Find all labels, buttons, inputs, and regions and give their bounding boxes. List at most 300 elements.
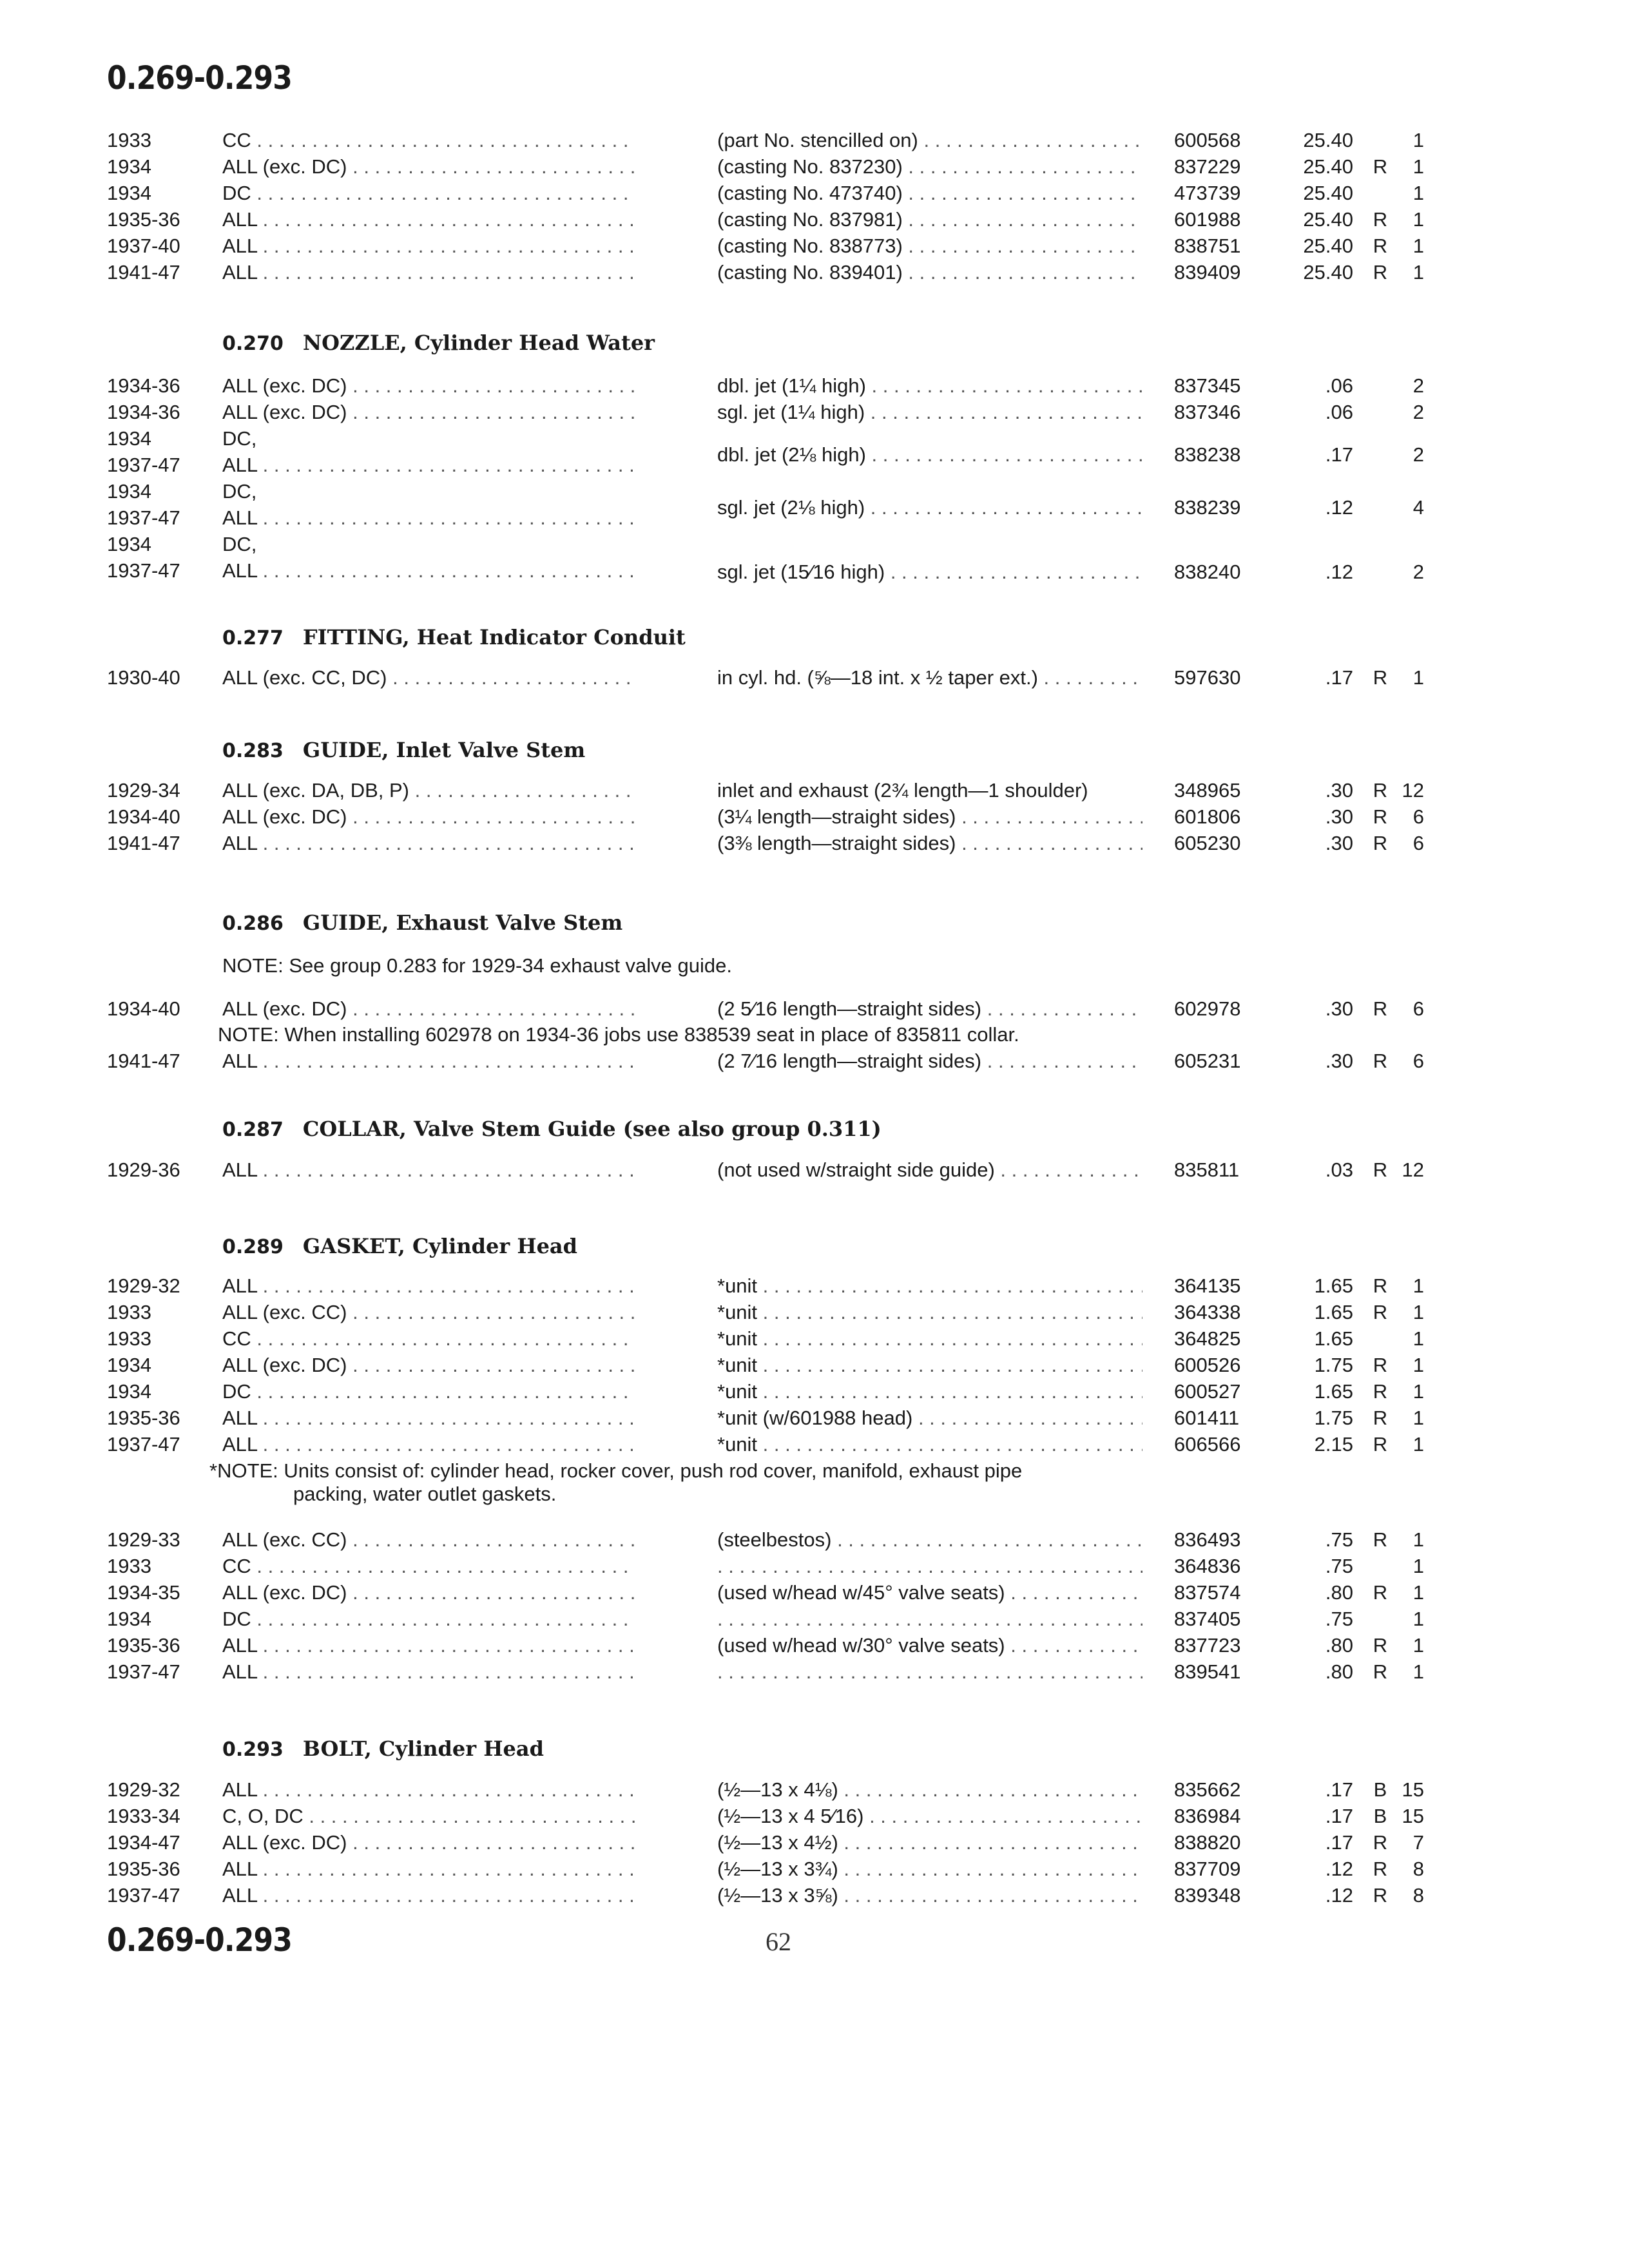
quantity-cell: 1 [1412,1634,1424,1657]
price-cell: .30 [1325,805,1353,828]
year-cell: 1934-47 [107,1831,180,1854]
part-number-cell: 606566 [1174,1433,1241,1456]
table-row [0,496,1629,532]
model-text: ALL [222,1634,258,1657]
description-cell [717,261,1142,284]
section-note-continued: packing, water outlet gaskets. [293,1483,557,1505]
section-number: 0.270 [222,332,284,355]
year-cell: 1934 [107,155,151,178]
table-row [0,1805,1629,1831]
part-number-cell: 348965 [1174,779,1241,802]
table-row [0,1778,1629,1804]
table-row [0,1158,1629,1184]
table-row [0,1407,1629,1432]
part-number-cell: 605231 [1174,1050,1241,1072]
code-cell: R [1373,155,1388,178]
quantity-cell: 2 [1412,374,1424,397]
quantity-cell: 1 [1412,1660,1424,1683]
description-text: (½—13 x 3¾) [717,1858,838,1880]
quantity-cell: 1 [1412,155,1424,178]
section-title [222,1234,577,1258]
model-text: ALL [222,506,258,529]
year-cell: 1937-47 [107,454,180,476]
description-cell [717,1608,1142,1631]
description-cell [717,1407,1142,1430]
model-cell [222,1327,635,1350]
description-text: (½—13 x 4½) [717,1831,838,1854]
description-text: (casting No. 838773) [717,235,903,257]
model-text: C, O, DC [222,1805,304,1827]
year-cell: 1934-36 [107,401,180,423]
part-number-cell: 605230 [1174,832,1241,854]
model-cell: DC, [222,427,257,450]
section-number: 0.283 [222,740,284,762]
year-cell: 1937-47 [107,1433,180,1456]
table-row [0,155,1629,181]
part-number-cell: 839541 [1174,1660,1241,1683]
model-cell [222,1407,635,1430]
price-cell: 25.40 [1303,129,1353,151]
code-cell: R [1373,1884,1388,1907]
section-name: NOZZLE, Cylinder Head Water [302,331,655,355]
price-cell: .75 [1325,1555,1353,1577]
section-name: GASKET, Cylinder Head [302,1234,578,1258]
description-cell [717,1050,1142,1073]
table-row [0,401,1629,427]
year-cell: 1934 [107,480,151,503]
code-cell: B [1373,1805,1387,1827]
part-number-cell: 364825 [1174,1327,1241,1350]
model-text: ALL [222,559,258,582]
section-note: NOTE: See group 0.283 for 1929-34 exhaust valve guide. [222,954,732,977]
section-title [222,625,686,649]
code-cell: R [1373,1858,1388,1880]
section-number: 0.293 [222,1738,284,1761]
description-text: *unit [717,1380,758,1403]
part-number-cell: 601411 [1174,1407,1240,1429]
table-row [0,997,1629,1023]
model-cell [222,1634,635,1657]
quantity-cell: 1 [1412,235,1424,257]
year-cell: 1941-47 [107,1050,180,1072]
part-number-cell: 473739 [1174,182,1241,204]
description-cell [717,1555,1142,1578]
model-cell [222,1433,635,1456]
part-number-cell: 837709 [1174,1858,1241,1880]
description-cell [717,832,1142,855]
description-cell [717,182,1142,205]
table-row [0,129,1629,155]
model-text: ALL [222,832,258,854]
description-cell [717,1660,1142,1684]
model-cell [222,805,635,829]
price-cell: 1.75 [1314,1354,1353,1376]
description-cell [717,1581,1142,1604]
model-cell [222,1858,635,1881]
code-cell: R [1373,779,1388,802]
model-text: ALL (exc. DC) [222,805,347,828]
quantity-cell: 12 [1402,779,1424,802]
description-cell [717,443,1142,466]
model-text: ALL [222,1884,258,1907]
model-text: DC [222,1380,251,1403]
price-cell: .17 [1325,1778,1353,1801]
table-row [0,374,1629,400]
description-cell [717,374,1142,398]
table-row [0,1354,1629,1379]
description-cell [717,997,1142,1021]
model-cell [222,559,635,582]
description-text: sgl. jet (1¼ high) [717,401,865,423]
price-cell: .80 [1325,1634,1353,1657]
part-number-cell: 838239 [1174,496,1241,519]
model-text: ALL [222,1778,258,1801]
table-row [0,1274,1629,1300]
quantity-cell: 6 [1412,1050,1424,1072]
code-cell: R [1373,208,1388,231]
quantity-cell: 1 [1412,1380,1424,1403]
code-cell: R [1373,805,1388,828]
description-cell [717,1327,1142,1350]
year-cell: 1934 [107,427,151,450]
part-number-cell: 839348 [1174,1884,1241,1907]
description-cell [717,666,1142,689]
part-number-cell: 838820 [1174,1831,1241,1854]
model-text: ALL [222,235,258,257]
year-cell: 1929-34 [107,779,180,802]
price-cell: .17 [1325,1805,1353,1827]
price-cell: .30 [1325,997,1353,1020]
section-number: 0.286 [222,912,284,935]
description-text: *unit [717,1301,758,1323]
table-row [0,559,1629,585]
price-cell: .06 [1325,401,1353,423]
section-title [222,738,585,762]
section-name: COLLAR, Valve Stem Guide (see also group 0.311) [302,1117,882,1141]
year-cell: 1934-40 [107,997,180,1020]
table-row [0,805,1629,831]
year-cell: 1941-47 [107,261,180,284]
quantity-cell: 1 [1412,1301,1424,1323]
year-cell: 1937-40 [107,235,180,257]
table-row [0,443,1629,479]
description-text: (½—13 x 4 5⁄16) [717,1805,864,1827]
model-cell [222,1050,635,1073]
code-cell: R [1373,1301,1388,1323]
year-cell: 1941-47 [107,832,180,854]
part-number-cell: 602978 [1174,997,1241,1020]
model-text: CC [222,1555,251,1577]
year-cell: 1929-36 [107,1158,180,1181]
year-cell: 1934 [107,1608,151,1630]
description-cell [717,1354,1142,1377]
code-cell: R [1373,1158,1388,1181]
table-row [0,666,1629,692]
page-footer: 0.269-0.293 [107,1921,292,1959]
quantity-cell: 7 [1412,1831,1424,1854]
model-cell [222,1581,635,1604]
description-cell [717,401,1142,424]
section-number: 0.289 [222,1236,284,1258]
code-cell: R [1373,1407,1388,1429]
year-cell: 1934 [107,182,151,204]
price-cell: .30 [1325,832,1353,854]
section-name: GUIDE, Exhaust Valve Stem [302,910,623,935]
model-cell [222,1301,635,1324]
model-cell [222,374,635,398]
description-cell [717,1778,1142,1802]
code-cell: R [1373,1274,1388,1297]
table-row [0,1884,1629,1910]
description-text: (casting No. 837230) [717,155,903,178]
model-text: ALL [222,1158,258,1181]
code-cell: R [1373,1528,1388,1551]
model-cell [222,1805,635,1828]
part-number-cell: 838240 [1174,561,1241,583]
section-number: 0.277 [222,627,284,649]
section-name: BOLT, Cylinder Head [302,1736,544,1761]
part-number-cell: 600527 [1174,1380,1241,1403]
model-cell [222,506,635,530]
model-cell [222,1778,635,1802]
table-row [0,182,1629,207]
year-cell: 1934-36 [107,374,180,397]
description-cell [717,805,1142,829]
year-cell: 1934-35 [107,1581,180,1604]
description-text: dbl. jet (2⅛ high) [717,443,866,466]
year-cell: 1937-47 [107,1660,180,1683]
quantity-cell: 1 [1412,666,1424,689]
section-note: *NOTE: Units consist of: cylinder head, rocker cover, push rod cover, manifold, exhaust pipe [209,1459,1023,1482]
section-title [222,910,622,935]
description-cell [717,1831,1142,1854]
year-cell: 1934 [107,1354,151,1376]
table-row [0,1581,1629,1607]
description-cell [717,496,1142,519]
year-cell: 1934 [107,533,151,555]
part-number-cell: 837723 [1174,1634,1241,1657]
model-text: ALL (exc. CC) [222,1301,347,1323]
year-cell: 1933 [107,1555,151,1577]
price-cell: .30 [1325,779,1353,802]
price-cell: 1.65 [1314,1274,1353,1297]
model-cell [222,1884,635,1907]
part-number-cell: 838238 [1174,443,1241,466]
description-text: (part No. stencilled on) [717,129,918,151]
model-text: CC [222,1327,251,1350]
quantity-cell: 1 [1412,1555,1424,1577]
code-cell: R [1373,1634,1388,1657]
price-cell: 25.40 [1303,182,1353,204]
year-cell: 1933 [107,1301,151,1323]
price-cell: .17 [1325,1831,1353,1854]
description-text: (½—13 x 3⅝) [717,1884,838,1907]
model-cell [222,1354,635,1377]
price-cell: .75 [1325,1528,1353,1551]
description-cell: inlet and exhaust (2¾ length—1 shoulder) [717,779,1088,802]
model-text: ALL [222,1274,258,1297]
model-text: ALL (exc. CC) [222,1528,347,1551]
quantity-cell: 1 [1412,208,1424,231]
quantity-cell: 1 [1412,182,1424,204]
part-number-cell: 835811 [1174,1158,1240,1181]
table-row [0,832,1629,858]
code-cell: R [1373,1581,1388,1604]
table-row [0,1301,1629,1327]
model-text: ALL (exc. DC) [222,401,347,423]
description-cell [717,1274,1142,1298]
model-text: ALL [222,1050,258,1072]
quantity-cell: 2 [1412,401,1424,423]
model-cell [222,666,635,689]
quantity-cell: 8 [1412,1858,1424,1880]
code-cell: R [1373,1433,1388,1456]
model-text: ALL (exc. DC) [222,1354,347,1376]
model-text: ALL (exc. DC) [222,997,347,1020]
model-text: DC [222,182,251,204]
model-text: ALL (exc. DA, DB, P) [222,779,409,802]
part-number-cell: 364338 [1174,1301,1241,1323]
price-cell: 1.65 [1314,1327,1353,1350]
model-cell [222,129,635,152]
price-cell: 2.15 [1314,1433,1353,1456]
part-number-cell: 601806 [1174,805,1241,828]
price-cell: 1.65 [1314,1301,1353,1323]
description-cell [717,1884,1142,1907]
code-cell: R [1373,666,1388,689]
quantity-cell: 1 [1412,1407,1424,1429]
model-cell [222,1555,635,1578]
code-cell: R [1373,235,1388,257]
year-cell: 1933-34 [107,1805,180,1827]
year-cell: 1933 [107,1327,151,1350]
price-cell: .17 [1325,666,1353,689]
part-number-cell: 600568 [1174,129,1241,151]
price-cell: .80 [1325,1581,1353,1604]
price-cell: .17 [1325,443,1353,466]
section-name: FITTING, Heat Indicator Conduit [302,625,686,649]
model-text: ALL (exc. CC, DC) [222,666,387,689]
part-number-cell: 838751 [1174,235,1241,257]
description-text: (2 7⁄16 length—straight sides) [717,1050,982,1072]
quantity-cell: 1 [1412,1608,1424,1630]
description-text: *unit [717,1433,758,1456]
table-row [0,1660,1629,1686]
table-row [0,1831,1629,1857]
section-title [222,1117,882,1141]
model-cell: DC, [222,480,257,503]
year-cell: 1929-32 [107,1778,180,1801]
model-text: ALL [222,208,258,231]
model-cell [222,1831,635,1854]
table-row [0,1555,1629,1581]
table-row [0,1608,1629,1633]
description-text: (used w/head w/45° valve seats) [717,1581,1005,1604]
part-number-cell: 837405 [1174,1608,1241,1630]
quantity-cell: 2 [1412,443,1424,466]
code-cell: R [1373,1050,1388,1072]
quantity-cell: 1 [1412,1581,1424,1604]
part-number-cell: 600526 [1174,1354,1241,1376]
quantity-cell: 1 [1412,1327,1424,1350]
description-text: (steelbestos) [717,1528,832,1551]
part-number-cell: 597630 [1174,666,1241,689]
model-cell [222,155,635,178]
quantity-cell: 6 [1412,997,1424,1020]
description-text: (3¼ length—straight sides) [717,805,956,828]
description-cell [717,1634,1142,1657]
price-cell: .12 [1325,496,1353,519]
code-cell: R [1373,1380,1388,1403]
table-row [0,1528,1629,1554]
part-number-cell: 839409 [1174,261,1241,284]
table-row [0,235,1629,260]
model-text: ALL [222,1660,258,1683]
price-cell: .30 [1325,1050,1353,1072]
quantity-cell: 4 [1412,496,1424,519]
quantity-cell: 15 [1402,1778,1424,1801]
code-cell: R [1373,832,1388,854]
price-cell: 25.40 [1303,208,1353,231]
page-number: 62 [766,1927,791,1956]
description-text: sgl. jet (15⁄16 high) [717,561,885,583]
description-cell [717,155,1142,178]
model-cell [222,401,635,424]
table-row [0,1327,1629,1353]
year-cell: 1934-40 [107,805,180,828]
description-cell [717,129,1142,152]
page-header: 0.269-0.293 [107,59,292,97]
description-text: dbl. jet (1¼ high) [717,374,866,397]
section-number: 0.287 [222,1119,284,1141]
part-number-cell: 837345 [1174,374,1241,397]
code-cell: R [1373,997,1388,1020]
quantity-cell: 6 [1412,832,1424,854]
model-cell [222,1274,635,1298]
year-cell: 1937-47 [107,1884,180,1907]
model-text: CC [222,129,251,151]
year-cell: 1933 [107,129,151,151]
description-text: (½—13 x 4⅛) [717,1778,838,1801]
table-row [0,261,1629,287]
part-number-cell: 364135 [1174,1274,1241,1297]
part-number-cell: 837229 [1174,155,1241,178]
year-cell: 1937-47 [107,506,180,529]
section-title [222,331,655,355]
price-cell: .03 [1325,1158,1353,1181]
table-row [0,1634,1629,1660]
model-cell [222,182,635,205]
table-row [0,1380,1629,1406]
description-cell [717,1380,1142,1403]
model-cell: DC, [222,533,257,555]
price-cell: .12 [1325,1858,1353,1880]
price-cell: .80 [1325,1660,1353,1683]
model-cell [222,261,635,284]
section-name: GUIDE, Inlet Valve Stem [302,738,586,762]
description-cell [717,208,1142,231]
model-cell [222,832,635,855]
quantity-cell: 1 [1412,261,1424,284]
model-cell [222,235,635,258]
table-row [0,1858,1629,1883]
description-text: (casting No. 837981) [717,208,903,231]
code-cell: R [1373,261,1388,284]
code-cell: R [1373,1354,1388,1376]
description-cell [717,1433,1142,1456]
description-text: in cyl. hd. (⅝—18 int. x ½ taper ext.) [717,666,1038,689]
year-cell: 1930-40 [107,666,180,689]
